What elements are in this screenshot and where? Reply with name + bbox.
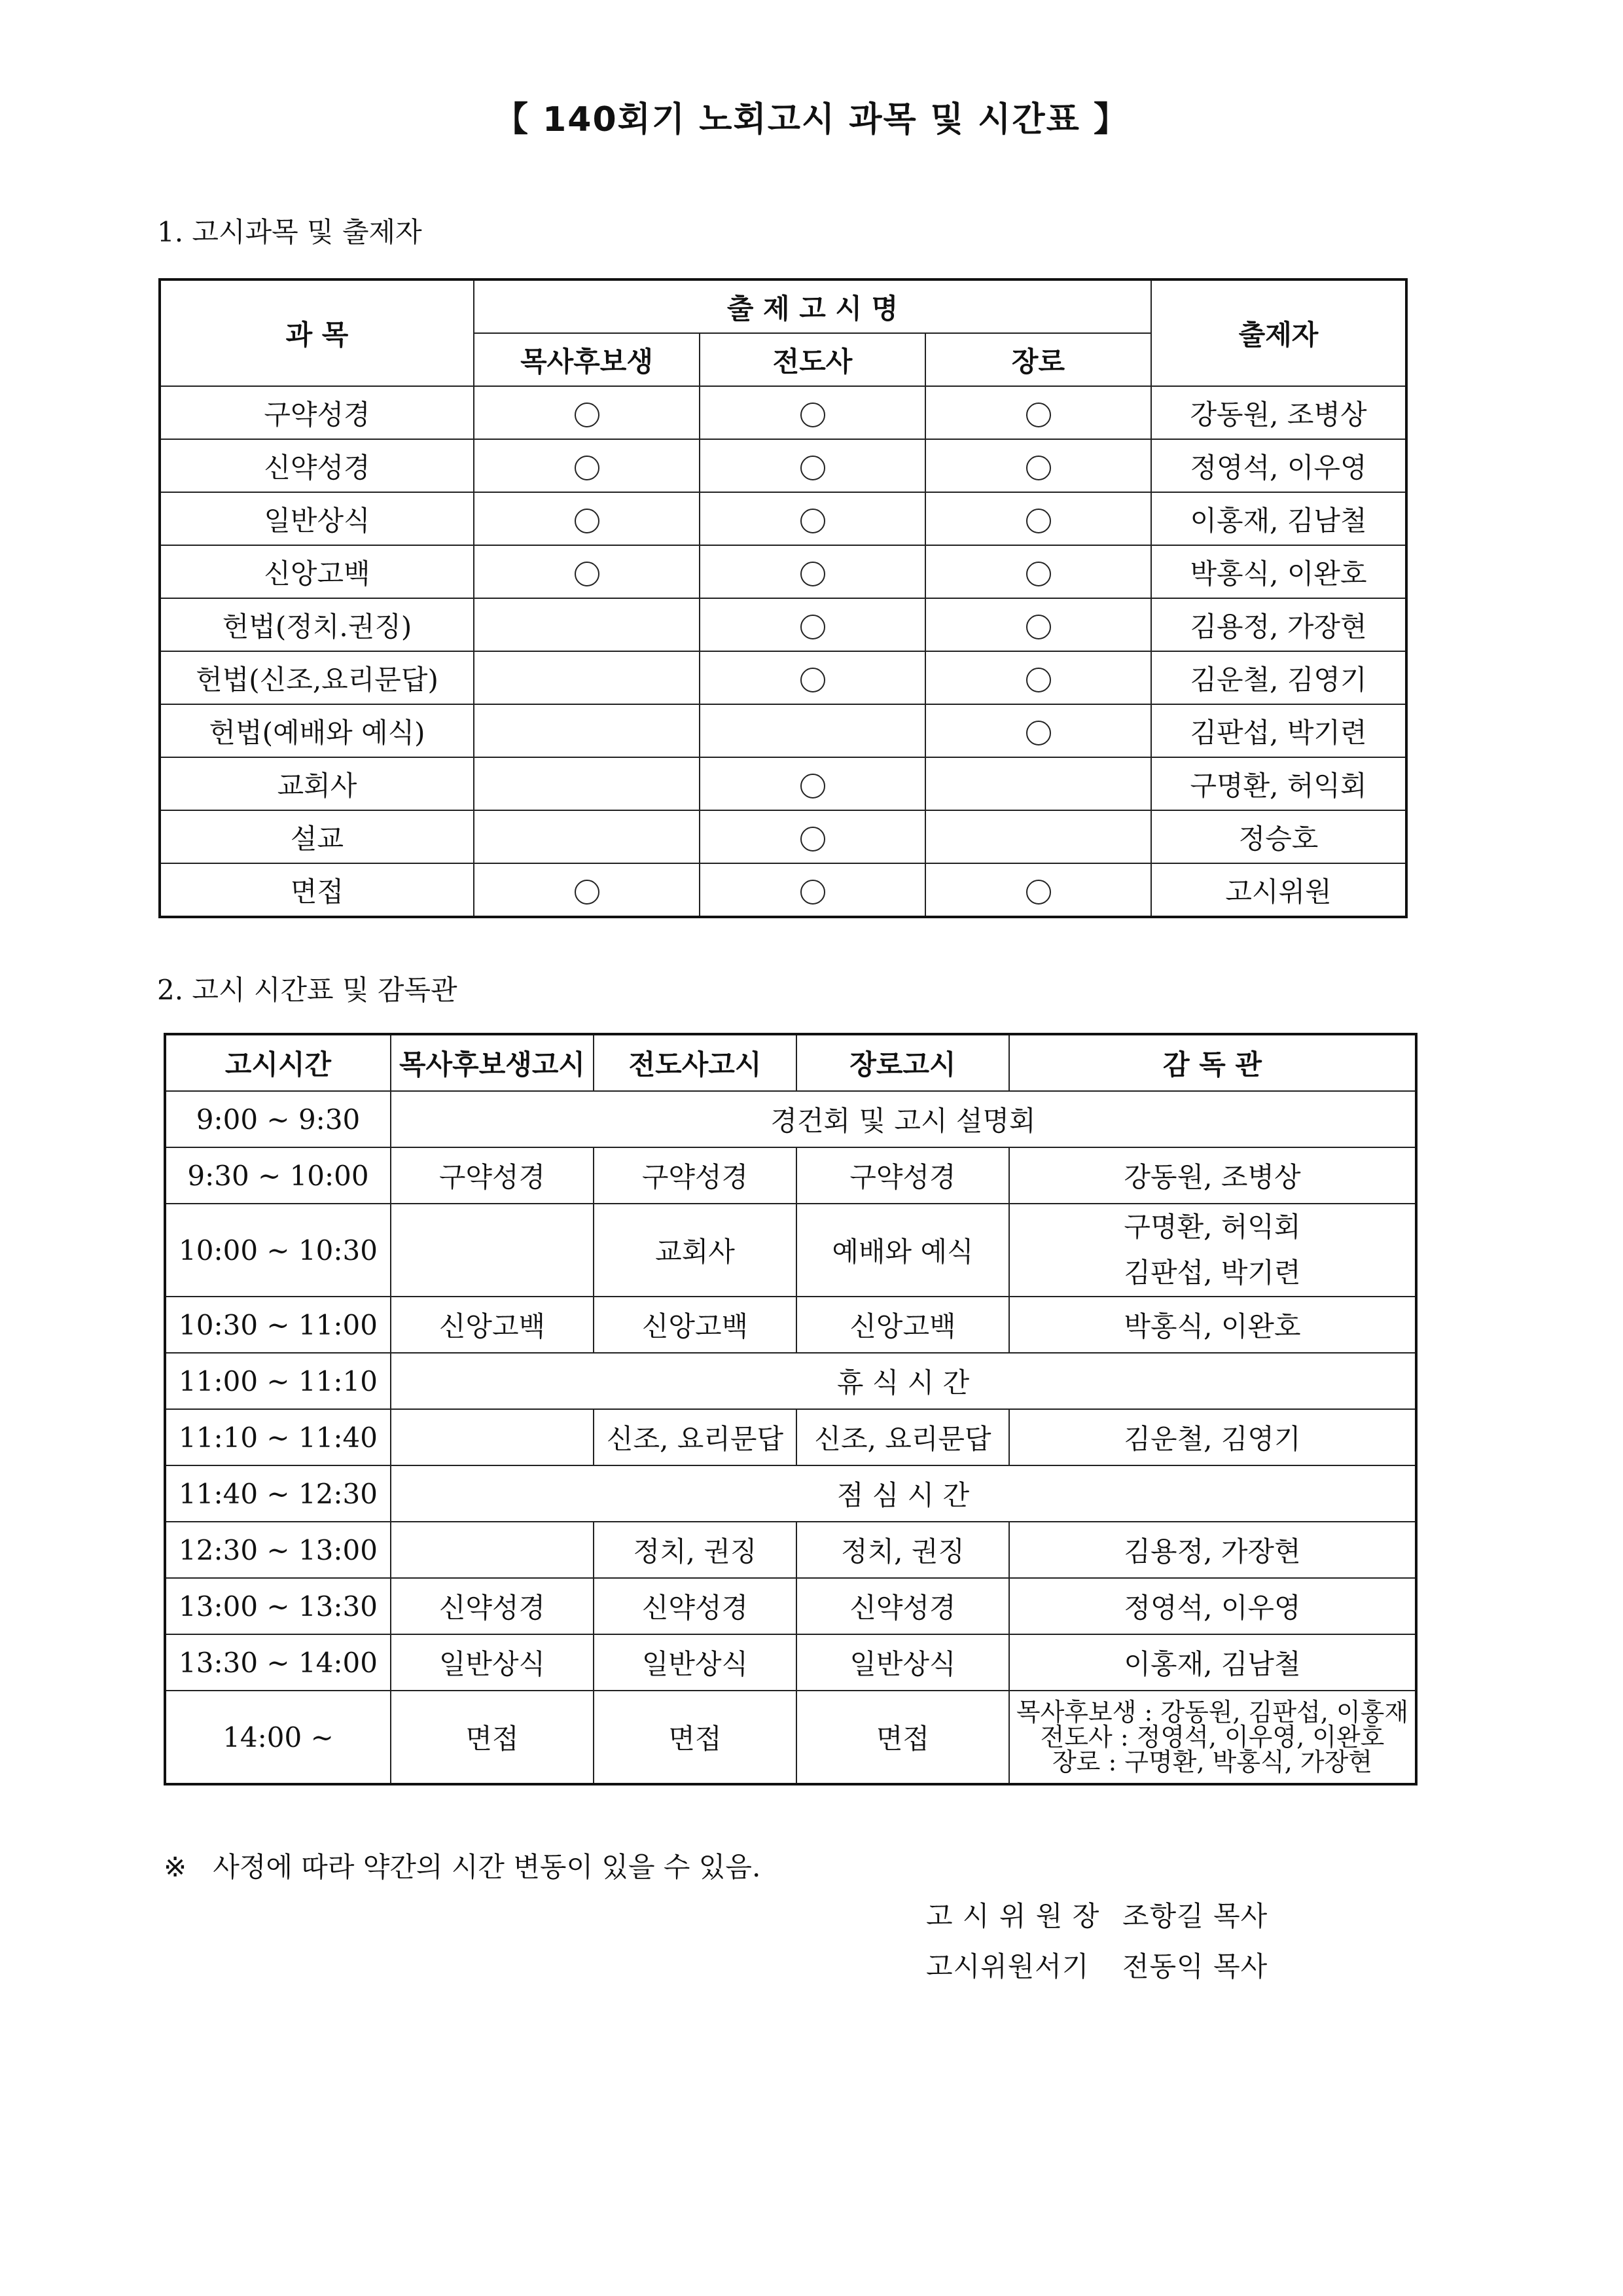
elder-cell: 신조, 요리문답 <box>796 1409 1009 1465</box>
circle-mark-icon <box>1026 721 1051 745</box>
mark-cell <box>925 863 1151 917</box>
table-row <box>165 1634 1416 1691</box>
span-cell: 점 심 시 간 <box>391 1465 1416 1522</box>
table-row <box>160 439 1406 492</box>
elder-cell: 신앙고백 <box>796 1297 1009 1353</box>
header-evangelist-exam: 전도사고시 <box>594 1034 796 1091</box>
time-cell: 10:30 ~ 11:00 <box>165 1297 391 1353</box>
header-author: 출제자 <box>1151 279 1406 386</box>
signature-line <box>926 1895 1268 1934</box>
candidate-cell: 면접 <box>391 1691 594 1784</box>
mark-cell <box>700 757 925 810</box>
subject-cell: 구약성경 <box>160 386 474 439</box>
table-row <box>165 1578 1416 1634</box>
table-row <box>160 598 1406 651</box>
mark-cell <box>700 863 925 917</box>
time-cell: 9:30 ~ 10:00 <box>165 1147 391 1204</box>
table-row <box>160 810 1406 863</box>
circle-mark-icon <box>800 509 825 533</box>
mark-cell <box>474 704 700 757</box>
elder-cell: 구약성경 <box>796 1147 1009 1204</box>
page-title: 【 140회기 노회고시 과목 및 시간표 】 <box>494 100 1129 139</box>
elder-cell: 신약성경 <box>796 1578 1009 1634</box>
evangelist-cell: 일반상식 <box>594 1634 796 1691</box>
supervisor-line: 목사후보생 : 강동원, 김판섭, 이홍재 <box>1016 1698 1409 1727</box>
candidate-cell <box>391 1522 594 1578</box>
signature-line <box>926 1945 1268 1984</box>
author-cell: 김판섭, 박기련 <box>1151 704 1406 757</box>
time-cell: 13:30 ~ 14:00 <box>165 1634 391 1691</box>
table-row <box>165 1522 1416 1578</box>
table-row <box>160 492 1406 545</box>
mark-cell <box>474 545 700 598</box>
circle-mark-icon <box>800 774 825 798</box>
supervisor-cell: 이홍재, 김남철 <box>1009 1634 1416 1691</box>
section-heading-schedule: 2. 고시 시간표 및 감독관 <box>157 974 457 1006</box>
table-row <box>160 757 1406 810</box>
candidate-cell <box>391 1409 594 1465</box>
mark-cell <box>925 704 1151 757</box>
candidate-cell: 신약성경 <box>391 1578 594 1634</box>
time-cell: 9:00 ~ 9:30 <box>165 1091 391 1147</box>
header-exam: 출 제 고 시 명 <box>474 279 1151 333</box>
author-cell: 이홍재, 김남철 <box>1151 492 1406 545</box>
table-row <box>165 1353 1416 1409</box>
mark-cell <box>474 598 700 651</box>
subject-cell: 면접 <box>160 863 474 917</box>
mark-cell <box>700 810 925 863</box>
circle-mark-icon <box>575 880 599 905</box>
subject-cell: 일반상식 <box>160 492 474 545</box>
header-elder: 장로 <box>925 333 1151 386</box>
table-row <box>160 386 1406 439</box>
header-supervisor: 감 독 관 <box>1009 1034 1416 1091</box>
header-subject: 과 목 <box>160 279 474 386</box>
mark-cell <box>925 810 1151 863</box>
mark-cell <box>474 810 700 863</box>
mark-cell <box>474 651 700 704</box>
supervisor-line: 구명환, 허익회 <box>1124 1211 1301 1243</box>
table-row <box>165 1691 1416 1784</box>
evangelist-cell: 신앙고백 <box>594 1297 796 1353</box>
table-row <box>160 704 1406 757</box>
table-row <box>165 1465 1416 1522</box>
table-row <box>165 1147 1416 1204</box>
evangelist-cell: 구약성경 <box>594 1147 796 1204</box>
table-row <box>160 863 1406 917</box>
supervisor-cell: 김용정, 가장현 <box>1009 1522 1416 1578</box>
signature-name: 조항길 목사 <box>1122 1900 1268 1932</box>
supervisor-cell <box>1009 1691 1416 1784</box>
supervisor-cell: 김운철, 김영기 <box>1009 1409 1416 1465</box>
mark-cell <box>474 863 700 917</box>
table-row <box>165 1409 1416 1465</box>
mark-cell <box>700 704 925 757</box>
mark-cell <box>925 545 1151 598</box>
author-cell: 정영석, 이우영 <box>1151 439 1406 492</box>
candidate-cell: 구약성경 <box>391 1147 594 1204</box>
elder-cell: 예배와 예식 <box>796 1204 1009 1297</box>
evangelist-cell: 신조, 요리문답 <box>594 1409 796 1465</box>
mark-cell <box>925 757 1151 810</box>
mark-cell <box>700 492 925 545</box>
schedule-table <box>164 1033 1418 1785</box>
subjects-table <box>158 278 1408 918</box>
circle-mark-icon <box>800 615 825 639</box>
evangelist-cell: 신약성경 <box>594 1578 796 1634</box>
span-cell: 경건회 및 고시 설명회 <box>391 1091 1416 1147</box>
table-row <box>165 1091 1416 1147</box>
header-elder-exam: 장로고시 <box>796 1034 1009 1091</box>
mark-cell <box>474 439 700 492</box>
time-cell: 13:00 ~ 13:30 <box>165 1578 391 1634</box>
evangelist-cell: 정치, 권징 <box>594 1522 796 1578</box>
mark-cell <box>700 386 925 439</box>
elder-cell: 일반상식 <box>796 1634 1009 1691</box>
supervisor-cell: 박홍식, 이완호 <box>1009 1297 1416 1353</box>
header-time: 고시시간 <box>165 1034 391 1091</box>
mark-cell <box>700 545 925 598</box>
circle-mark-icon <box>1026 403 1051 427</box>
note-text: 사정에 따라 약간의 시간 변동이 있을 수 있음. <box>213 1851 761 1883</box>
author-cell: 고시위원 <box>1151 863 1406 917</box>
circle-mark-icon <box>1026 615 1051 639</box>
header-candidate: 목사후보생 <box>474 333 700 386</box>
supervisor-cell <box>1009 1204 1416 1297</box>
evangelist-cell: 교회사 <box>594 1204 796 1297</box>
circle-mark-icon <box>575 509 599 533</box>
author-cell: 강동원, 조병상 <box>1151 386 1406 439</box>
mark-cell <box>925 651 1151 704</box>
circle-mark-icon <box>1026 456 1051 480</box>
header-candidate-exam: 목사후보생고시 <box>391 1034 594 1091</box>
mark-cell <box>925 492 1151 545</box>
table-row <box>160 545 1406 598</box>
section-heading-subjects: 1. 고시과목 및 출제자 <box>157 216 422 248</box>
evangelist-cell: 면접 <box>594 1691 796 1784</box>
subject-cell: 설교 <box>160 810 474 863</box>
circle-mark-icon <box>800 403 825 427</box>
table-row <box>165 1204 1416 1297</box>
circle-mark-icon <box>575 456 599 480</box>
note <box>164 1846 760 1885</box>
circle-mark-icon <box>800 562 825 586</box>
elder-cell: 면접 <box>796 1691 1009 1784</box>
circle-mark-icon <box>1026 562 1051 586</box>
subject-cell: 헌법(신조,요리문답) <box>160 651 474 704</box>
author-cell: 박홍식, 이완호 <box>1151 545 1406 598</box>
supervisor-line: 장로 : 구명환, 박홍식, 가장현 <box>1052 1748 1373 1776</box>
time-cell: 11:40 ~ 12:30 <box>165 1465 391 1522</box>
mark-cell <box>700 598 925 651</box>
supervisor-cell: 정영석, 이우영 <box>1009 1578 1416 1634</box>
span-cell: 휴 식 시 간 <box>391 1353 1416 1409</box>
candidate-cell: 신앙고백 <box>391 1297 594 1353</box>
subject-cell: 신약성경 <box>160 439 474 492</box>
table-row <box>165 1297 1416 1353</box>
mark-cell <box>474 386 700 439</box>
candidate-cell: 일반상식 <box>391 1634 594 1691</box>
time-cell: 10:00 ~ 10:30 <box>165 1204 391 1297</box>
circle-mark-icon <box>575 403 599 427</box>
time-cell: 11:00 ~ 11:10 <box>165 1353 391 1409</box>
elder-cell: 정치, 권징 <box>796 1522 1009 1578</box>
subject-cell: 헌법(예배와 예식) <box>160 704 474 757</box>
circle-mark-icon <box>575 562 599 586</box>
signature-name: 전동익 목사 <box>1122 1950 1268 1982</box>
circle-mark-icon <box>1026 509 1051 533</box>
candidate-cell <box>391 1204 594 1297</box>
circle-mark-icon <box>1026 880 1051 905</box>
author-cell: 김용정, 가장현 <box>1151 598 1406 651</box>
subject-cell: 교회사 <box>160 757 474 810</box>
author-cell: 정승호 <box>1151 810 1406 863</box>
mark-cell <box>925 386 1151 439</box>
author-cell: 김운철, 김영기 <box>1151 651 1406 704</box>
time-cell: 12:30 ~ 13:00 <box>165 1522 391 1578</box>
mark-cell <box>925 598 1151 651</box>
mark-cell <box>474 492 700 545</box>
circle-mark-icon <box>800 827 825 852</box>
supervisor-cell: 강동원, 조병상 <box>1009 1147 1416 1204</box>
subject-cell: 헌법(정치.권징) <box>160 598 474 651</box>
mark-cell <box>925 439 1151 492</box>
supervisor-line: 전도사 : 정영석, 이우영, 이완호 <box>1040 1723 1385 1751</box>
time-cell: 11:10 ~ 11:40 <box>165 1409 391 1465</box>
mark-cell <box>474 757 700 810</box>
mark-cell <box>700 651 925 704</box>
table-row <box>160 651 1406 704</box>
supervisor-line: 김판섭, 박기련 <box>1124 1257 1301 1289</box>
author-cell: 구명환, 허익회 <box>1151 757 1406 810</box>
mark-cell <box>700 439 925 492</box>
circle-mark-icon <box>800 880 825 905</box>
reference-mark: ※ <box>164 1851 187 1883</box>
circle-mark-icon <box>1026 668 1051 692</box>
time-cell: 14:00 ~ <box>165 1691 391 1784</box>
subject-cell: 신앙고백 <box>160 545 474 598</box>
header-evangelist: 전도사 <box>700 333 925 386</box>
signature-role: 고시위원서기 <box>926 1950 1090 1982</box>
circle-mark-icon <box>800 456 825 480</box>
circle-mark-icon <box>800 668 825 692</box>
signature-role: 고 시 위 원 장 <box>926 1900 1100 1932</box>
